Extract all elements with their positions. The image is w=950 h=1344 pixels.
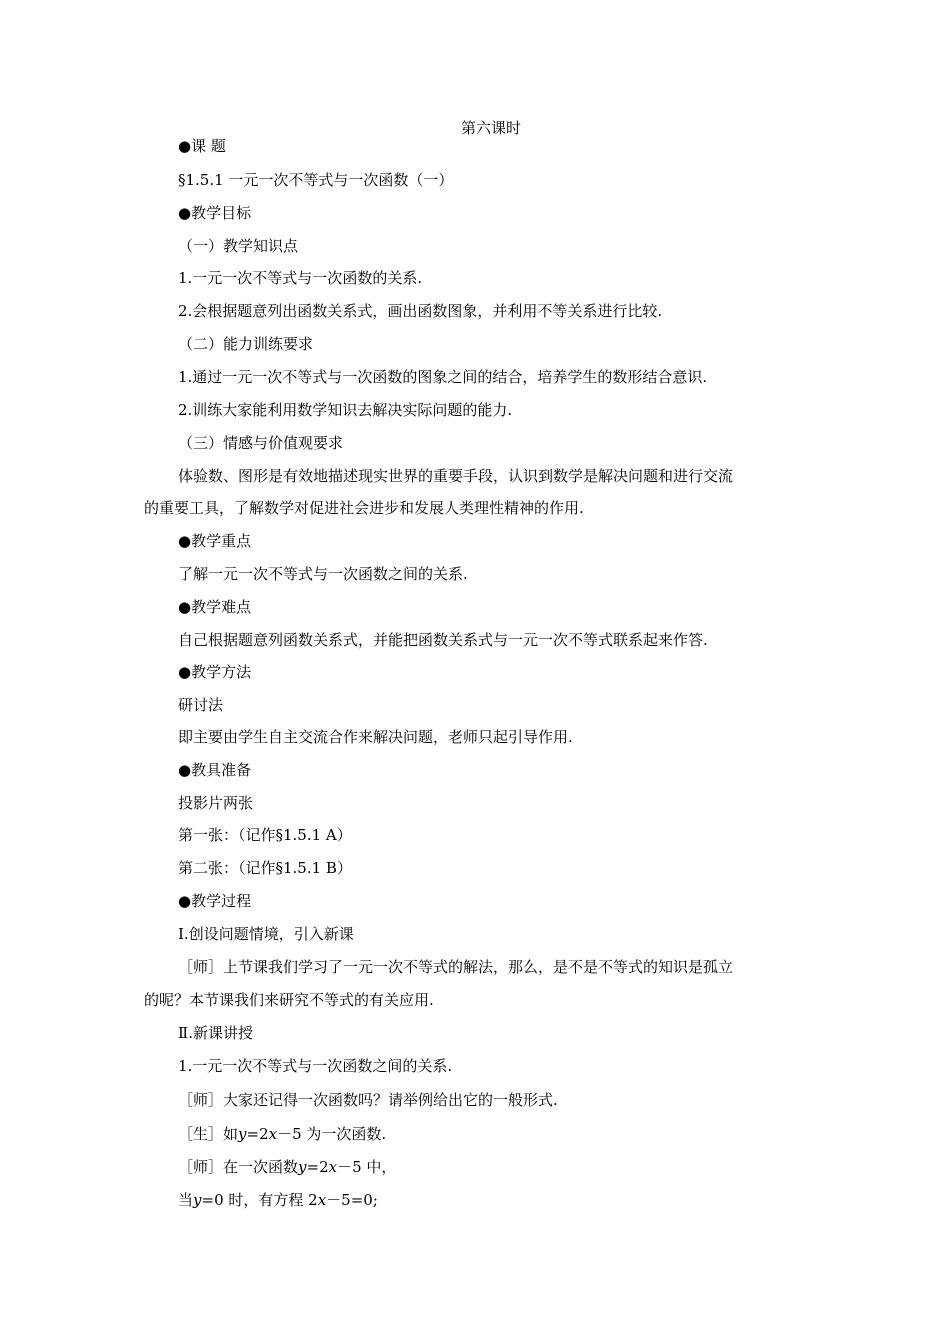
step2-item-4-suffix: －5 中， [337, 1158, 397, 1176]
emotion-text-line-2: 的重要工具，了解数学对促进社会进步和发展人类理性精神的作用. [144, 499, 584, 517]
step2-item-5-suffix: －5=0; [326, 1191, 378, 1209]
step2-item-4-eq: =2 [306, 1158, 329, 1176]
method-name: 研讨法 [178, 696, 224, 714]
ability-item-2: 2.训练大家能利用数学知识去解决实际问题的能力. [178, 401, 513, 419]
step2-item-5-prefix: 当 [178, 1191, 194, 1209]
difficulty-text: 自己根据题意列函数关系式，并能把函数关系式与一元一次不等式联系起来作答. [178, 631, 708, 649]
ability-heading: （二）能力训练要求 [178, 335, 314, 353]
lesson-title: 第六课时 [460, 119, 521, 137]
tools-item-2: 第二张：（记作§1.5.1 B） [178, 859, 352, 877]
tools-heading: ●教具准备 [178, 761, 252, 779]
step2-heading: Ⅱ.新课讲授 [178, 1024, 253, 1042]
key-text: 了解一元一次不等式与一次函数之间的关系. [178, 565, 468, 583]
difficulty-heading: ●教学难点 [178, 598, 252, 616]
step2-item-1: 1.一元一次不等式与一次函数之间的关系. [178, 1057, 453, 1075]
emotion-heading: （三）情感与价值观要求 [178, 434, 344, 452]
topic-text: §1.5.1 一元一次不等式与一次函数（一） [178, 171, 454, 189]
emotion-text-line-1: 体验数、图形是有效地描述现实世界的重要手段，认识到数学是解决问题和进行交流 [178, 467, 734, 485]
step2-item-5-eq: =0 时，有方程 2 [201, 1191, 318, 1209]
knowledge-heading: （一）教学知识点 [178, 237, 299, 255]
tools-item-1: 第一张：（记作§1.5.1 A） [178, 826, 352, 844]
step2-item-4-prefix: ［师］在一次函数 [178, 1158, 299, 1176]
variable-y: y [193, 1191, 202, 1209]
step2-item-3-eq: =2 [246, 1125, 269, 1143]
variable-x: x [328, 1158, 338, 1176]
variable-x: x [317, 1191, 327, 1209]
knowledge-item-1: 1.一元一次不等式与一次函数的关系. [178, 269, 423, 287]
topic-heading: ●课 题 [178, 137, 226, 155]
variable-x: x [268, 1125, 278, 1143]
step1-text-line-2: 的呢？本节课我们来研究不等式的有关应用. [144, 991, 434, 1009]
step2-item-3-prefix: ［生］如 [178, 1125, 239, 1143]
step1-text-line-1: ［师］上节课我们学习了一元一次不等式的解法，那么，是不是不等式的知识是孤立 [178, 958, 734, 976]
step2-item-3-suffix: －5 为一次函数. [277, 1125, 387, 1143]
step2-item-3 [178, 1124, 386, 1144]
step2-item-5 [178, 1190, 378, 1210]
key-heading: ●教学重点 [178, 532, 252, 550]
ability-item-1: 1.通过一元一次不等式与一次函数的图象之间的结合，培养学生的数形结合意识. [178, 368, 708, 386]
knowledge-item-2: 2.会根据题意列出函数关系式，画出函数图象，并利用不等关系进行比较. [178, 302, 663, 320]
method-text: 即主要由学生自主交流合作来解决问题，老师只起引导作用. [178, 728, 573, 746]
tools-text: 投影片两张 [178, 794, 254, 812]
process-heading: ●教学过程 [178, 892, 252, 910]
step2-item-2: ［师］大家还记得一次函数吗？请举例给出它的一般形式. [178, 1091, 558, 1109]
goals-heading: ●教学目标 [178, 204, 252, 222]
step1-heading: Ⅰ.创设问题情境，引入新课 [178, 925, 354, 943]
method-heading: ●教学方法 [178, 663, 252, 681]
variable-y: y [298, 1158, 307, 1176]
step2-item-4 [178, 1157, 396, 1177]
variable-y: y [238, 1125, 247, 1143]
